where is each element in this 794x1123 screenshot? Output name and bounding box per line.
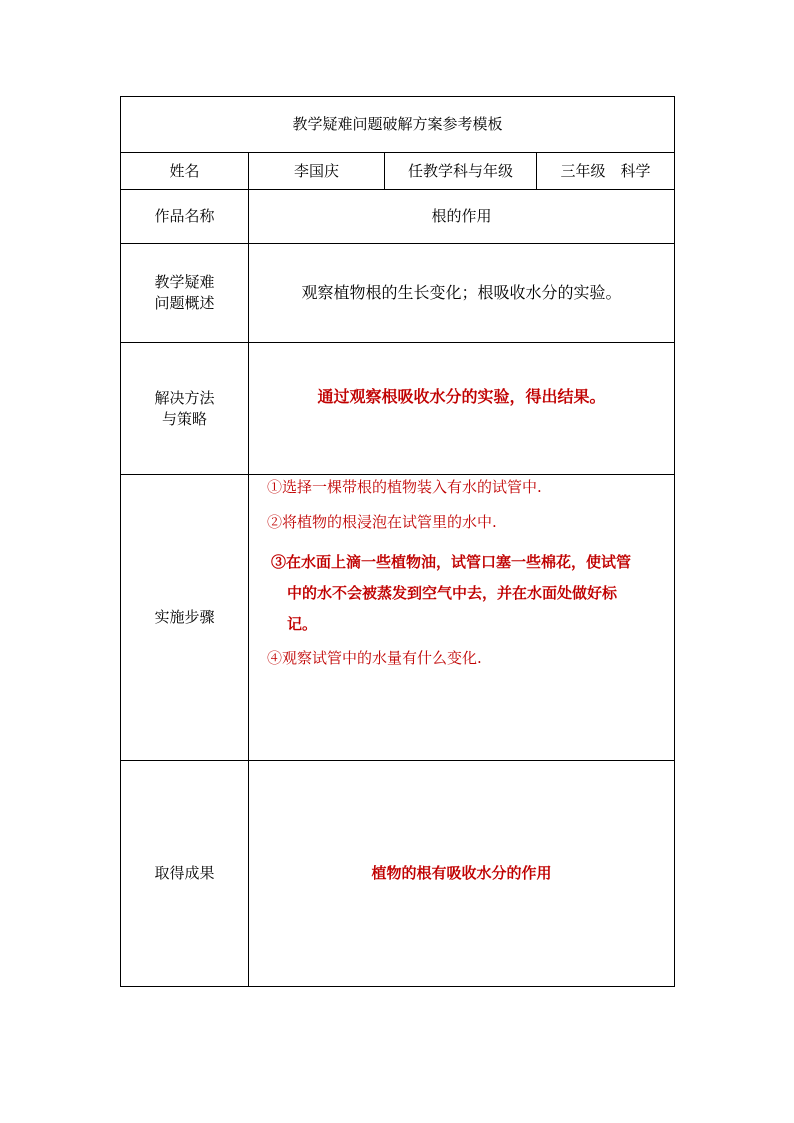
result-value: 植物的根有吸收水分的作用	[249, 761, 675, 987]
method-label	[121, 343, 249, 475]
work-value: 根的作用	[249, 190, 675, 244]
method-value: 通过观察根吸收水分的实验，得出结果。	[249, 343, 675, 475]
step-item: ②将植物的根浸泡在试管里的水中.	[267, 513, 497, 531]
step-line: 中的水不会被蒸发到空气中去，并在水面处做好标	[287, 584, 618, 602]
form-title: 教学疑难问题破解方案参考模板	[121, 97, 675, 153]
name-value: 李国庆	[249, 153, 385, 190]
steps-label: 实施步骤	[121, 475, 249, 761]
method-label-line2: 与策略	[161, 409, 207, 428]
steps-content	[249, 475, 675, 761]
problem-label-line2: 问题概述	[154, 294, 215, 312]
step-line: 记。	[287, 615, 318, 633]
name-label: 姓名	[121, 153, 249, 190]
subject-label: 任教学科与年级	[385, 153, 537, 190]
result-label: 取得成果	[121, 761, 249, 987]
problem-value: 观察植物根的生长变化；根吸收水分的实验。	[249, 244, 675, 343]
work-label: 作品名称	[121, 190, 249, 244]
step-item	[267, 547, 654, 640]
subject-value: 三年级 科学	[537, 153, 675, 190]
step-item: ④观察试管中的水量有什么变化.	[267, 649, 482, 667]
problem-label-line1: 教学疑难	[154, 273, 215, 291]
plan-template-table	[120, 96, 675, 987]
step-line: ③在水面上滴一些植物油，试管口塞一些棉花，使试管	[271, 553, 632, 571]
problem-label	[121, 244, 249, 343]
step-item: ①选择一棵带根的植物装入有水的试管中.	[267, 478, 542, 496]
method-label-line1: 解决方法	[154, 388, 215, 407]
